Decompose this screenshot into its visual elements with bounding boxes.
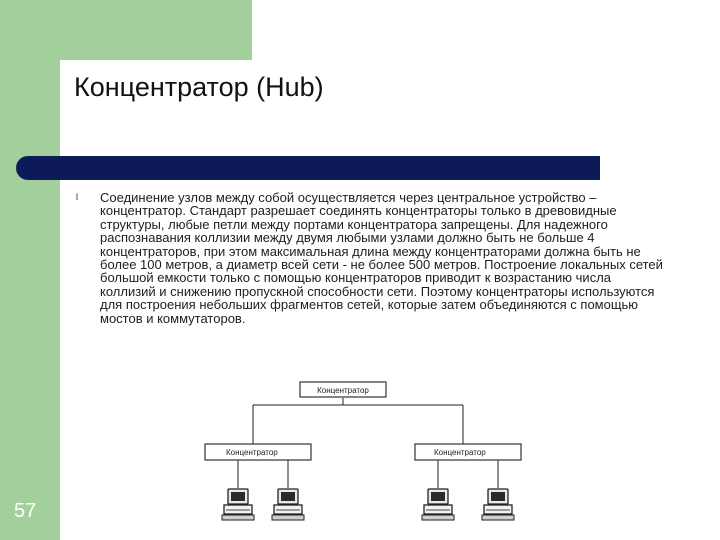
computer-icon — [222, 489, 254, 520]
slide-title: Концентратор (Hub) — [74, 72, 324, 102]
hub-top-label: Концентратор — [317, 386, 369, 395]
hub-right — [415, 444, 521, 460]
hub-top — [300, 382, 386, 397]
bullet-marker: l — [76, 192, 78, 202]
computer-icon — [272, 489, 304, 520]
hub-right-label: Концентратор — [434, 448, 486, 457]
hub-left — [205, 444, 311, 460]
network-links — [238, 398, 498, 488]
hub-left-label: Концентратор — [226, 448, 278, 457]
body-paragraph: Соединение узлов между собой осуществляется через центральное устройство – концентратор. Стандарт разрешает соединять концентраторы только в древовидные структуры, любые петли между портами концентратора запрещены. Для надежного распознавания коллизии между двумя любыми узлами должно быть не больше 4 концентраторов, при этом максимальная длина между концентраторами должна быть не более 100 метров, а диаметр всей сети - не более 500 метров. Построение локальных сетей большой емкости только с помощью концентраторов приводит к возрастанию числа коллизий и снижению пропускной способности сети. Поэтому концентраторы используются для построения небольших фрагментов сетей, которые затем объединяются с помощью мостов и коммутаторов. — [100, 190, 663, 326]
page-number: 57 — [14, 500, 37, 522]
computer-icon — [422, 489, 454, 520]
computer-icon — [482, 489, 514, 520]
